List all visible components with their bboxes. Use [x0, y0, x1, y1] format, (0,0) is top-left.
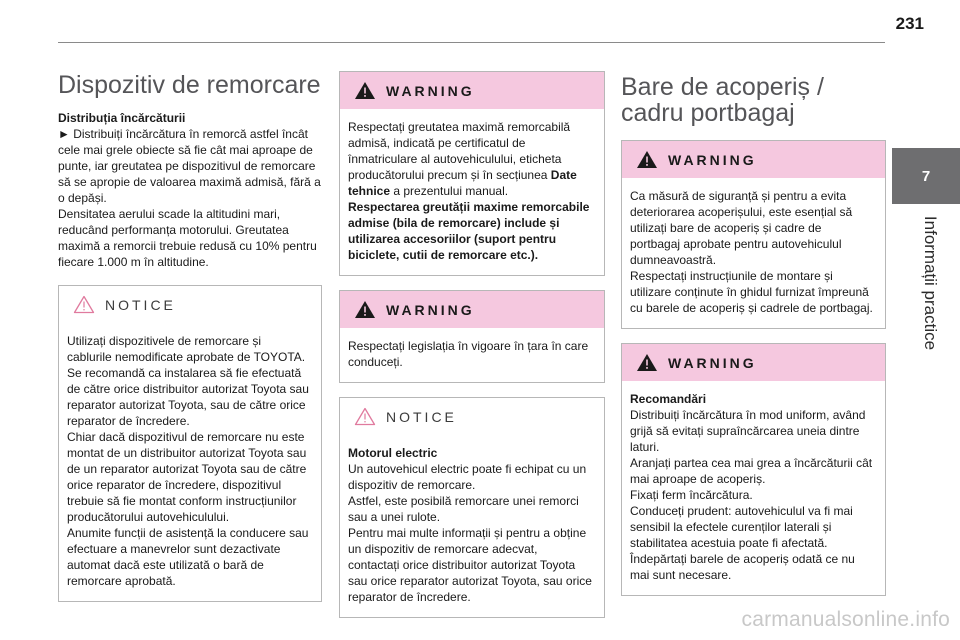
sub-heading: Distribuția încărcăturii [58, 111, 186, 125]
paragraph: Respectați instrucțiunile de montare și utilizare conținute în ghidul furnizat împreună cu barele de acoperiș și cadrele de portbagaj. [630, 269, 873, 315]
paragraph: Respectați legislația în vigoare în țara în care conduceți. [348, 339, 589, 369]
paragraph: Pentru mai multe informații și pentru a obține un dispozitiv de remorcare adecvat, contactați orice distribuitor autorizat Toyota sau orice reparator autorizat Toyota, sau orice reparator de încredere. [348, 526, 592, 604]
warning-label: WARNING [386, 82, 475, 99]
paragraph: Chiar dacă dispozitivul de remorcare nu este montat de un distribuitor autorizat Toyota sau de un reparator autorizat Toyota sau de către orice reparator de încredere, dispozitivul trebuie să fie montat conform instrucțiunilor producătorului autovehiculului. [67, 430, 307, 524]
paragraph: Distribuiți încărcătura în mod uniform, având grijă să evitați supraîncărcarea uneia dintre laturi. [630, 408, 866, 454]
warning-label: WARNING [668, 151, 757, 168]
header-rule [58, 42, 885, 43]
warning-label: WARNING [668, 354, 757, 371]
text: Respectați greutatea maximă remorcabilă admisă, indicată pe certificatul de înmatriculare al autovehiculului, eticheta producătorului precum și în secțiunea [348, 120, 571, 182]
warning-heading: Recomandări [630, 392, 707, 406]
warning-triangle-icon [354, 300, 376, 319]
warning-label: WARNING [386, 301, 475, 318]
notice-triangle-icon [354, 407, 376, 426]
notice-header [340, 398, 604, 435]
paragraph: Conduceți prudent: autovehiculul va fi mai sensibil la efectele curenților laterali și stabilitatea acestuia poate fi afectată. [630, 504, 853, 550]
notice-body [340, 435, 604, 617]
notice-heading: Motorul electric [348, 446, 438, 460]
column-warnings [339, 71, 605, 632]
notice-label: NOTICE [105, 296, 176, 313]
notice-box-towing [58, 285, 322, 602]
paragraph: Densitatea aerului scade la altitudini mari, reducând performanța motorului. Greutatea maximă a remorcii trebuie redusă cu 10% pentru fiecare 1.000 m în altitudine. [58, 207, 317, 269]
section-title-towing: Dispozitiv de remorcare [58, 71, 321, 99]
paragraph: Îndepărtați barele de acoperiș odată ce nu mai sunt necesare. [630, 552, 855, 582]
paragraph [348, 119, 592, 199]
paragraph: Anumite funcții de asistență la conducere sau efectuare a manevrelor sunt dezactivate automat dacă este utilizată o bară de remorcare aprobată. [67, 526, 309, 588]
notice-body [59, 323, 321, 601]
notice-triangle-icon [73, 295, 95, 314]
warning-triangle-icon [354, 81, 376, 100]
text: a prezentului manual. [390, 184, 509, 198]
paragraph: Un autovehicul electric poate fi echipat cu un dispozitiv de remorcare. [348, 462, 587, 492]
warning-header [340, 72, 604, 109]
paragraph: Utilizați dispozitivele de remorcare și cablurile nemodificate aprobate de TOYOTA. Se recomandă ca instalarea să fie efectuată de către orice distribuitor autorizat Toyota sau reparator autorizat Toyota, sau de către orice reparator de încredere. [67, 334, 309, 428]
column-towing [58, 70, 322, 616]
notice-label: NOTICE [386, 408, 457, 425]
warning-header [622, 141, 885, 178]
chapter-title-vertical [910, 215, 950, 350]
notice-box-electric [339, 397, 605, 618]
link-text: Date tehnice [348, 168, 577, 198]
warning-body [622, 381, 885, 595]
chapter-number: 7 [921, 167, 931, 185]
notice-header [59, 286, 321, 323]
warning-box-legislation [339, 290, 605, 383]
page-number: 231 [895, 14, 924, 33]
load-distribution-text [58, 110, 322, 270]
chapter-title: Informații practice [921, 215, 941, 350]
paragraph: Astfel, este posibilă remorcare unei remorci sau a unei rulote. [348, 494, 579, 524]
warning-box-roof-bars [621, 140, 886, 329]
column-roof-bars [621, 70, 886, 610]
warning-triangle-icon [636, 150, 658, 169]
paragraph: Ca măsură de siguranță și pentru a evita deteriorarea acoperișului, este esențial să utilizați bare de acoperiș și cadre de portbagaj aprobate pentru autovehiculul dumneavoastră. [630, 189, 853, 267]
warning-box-recommendations [621, 343, 886, 596]
warning-body [340, 328, 604, 382]
watermark: carmanualsonline.info [741, 608, 950, 631]
paragraph: Fixați ferm încărcătura. [630, 488, 753, 502]
warning-header [340, 291, 604, 328]
warning-body [340, 109, 604, 275]
warning-header [622, 344, 885, 381]
paragraph: Respectarea greutății maxime remorcabile admise (bila de remorcare) include și utilizarea accesoriilor (suport pentru biciclete, cutii de remorcare etc.). [348, 200, 590, 262]
warning-box-max-weight [339, 71, 605, 276]
chapter-tab[interactable] [892, 148, 960, 204]
section-title-roof-bars: Bare de acoperiș / cadru portbagaj [621, 73, 824, 127]
warning-triangle-icon [636, 353, 658, 372]
paragraph: Aranjați partea cea mai grea a încărcăturii cât mai aproape de acoperiș. [630, 456, 873, 486]
warning-body [622, 178, 885, 328]
paragraph: ► Distribuiți încărcătura în remorcă astfel încât cele mai grele obiecte să fie cât mai aproape de punte, iar greutatea pe dispozitivul de remorcare să se apropie de valoarea maximă admisă, fără a o depăși. [58, 127, 321, 205]
